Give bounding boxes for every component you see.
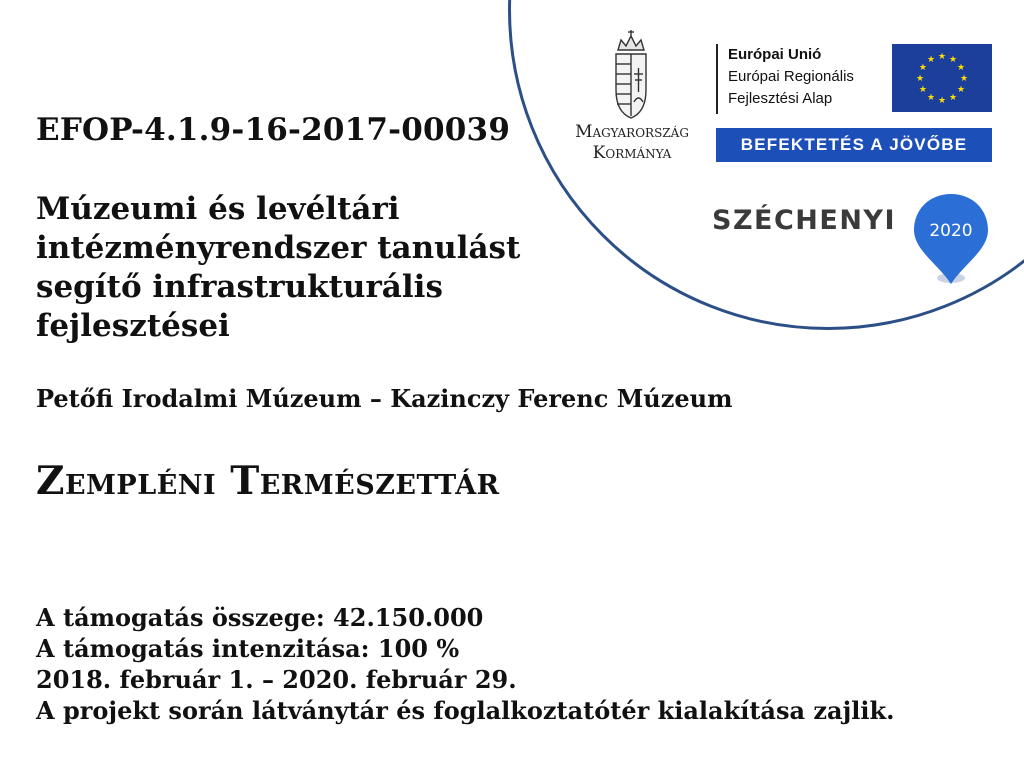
hungarian-coat-of-arms-icon bbox=[608, 28, 654, 120]
eu-star-icon: ★ bbox=[937, 52, 947, 62]
government-logo-text bbox=[562, 122, 702, 164]
eu-text bbox=[728, 44, 854, 110]
project-details bbox=[36, 602, 894, 726]
project-title: Múzeumi és levéltári intézményrendszer tanulást segítő infrastrukturális fejlesztései bbox=[36, 191, 521, 344]
eu-title: Európai Unió bbox=[728, 46, 822, 63]
eu-star-icon: ★ bbox=[957, 63, 966, 73]
eu-star-icon: ★ bbox=[918, 85, 927, 95]
gov-line-1: Magyarország bbox=[575, 122, 689, 142]
eu-star-icon: ★ bbox=[926, 93, 936, 104]
eu-divider bbox=[716, 44, 718, 114]
szechenyi-logo-text: SZÉCHENYI bbox=[712, 205, 897, 236]
museum-names: Petőfi Irodalmi Múzeum – Kazinczy Ferenc Múzeum bbox=[36, 384, 733, 413]
project-period: 2018. február 1. – 2020. február 29. bbox=[36, 665, 517, 694]
eu-star-icon: ★ bbox=[957, 85, 966, 95]
eu-star-icon: ★ bbox=[926, 54, 936, 65]
eu-logo-block bbox=[716, 44, 992, 114]
eu-fund-line-1: Európai Regionális bbox=[728, 68, 854, 85]
project-description: A projekt során látványtár és foglalkoztatótér kialakítása zajlik. bbox=[36, 696, 895, 725]
invest-banner: BEFEKTETÉS A JÖVŐBE bbox=[716, 128, 992, 162]
support-intensity: A támogatás intenzitása: 100 % bbox=[36, 634, 460, 663]
eu-fund-line-2: Fejlesztési Alap bbox=[728, 90, 833, 107]
eu-star-icon: ★ bbox=[915, 74, 925, 84]
support-amount: A támogatás összege: 42.150.000 bbox=[36, 603, 484, 632]
year-label: 2020 bbox=[929, 221, 973, 241]
exhibit-title: Zempléni Természettár bbox=[36, 458, 500, 504]
eu-star-icon: ★ bbox=[959, 74, 969, 84]
project-code: EFOP-4.1.9-16-2017-00039 bbox=[36, 112, 511, 148]
eu-flag-icon bbox=[892, 44, 992, 112]
eu-star-icon: ★ bbox=[948, 93, 958, 104]
gov-line-2: Kormánya bbox=[592, 143, 672, 163]
eu-star-icon: ★ bbox=[918, 63, 927, 73]
eu-star-icon: ★ bbox=[948, 54, 958, 65]
eu-star-icon: ★ bbox=[937, 96, 947, 106]
map-pin-icon bbox=[910, 190, 992, 288]
